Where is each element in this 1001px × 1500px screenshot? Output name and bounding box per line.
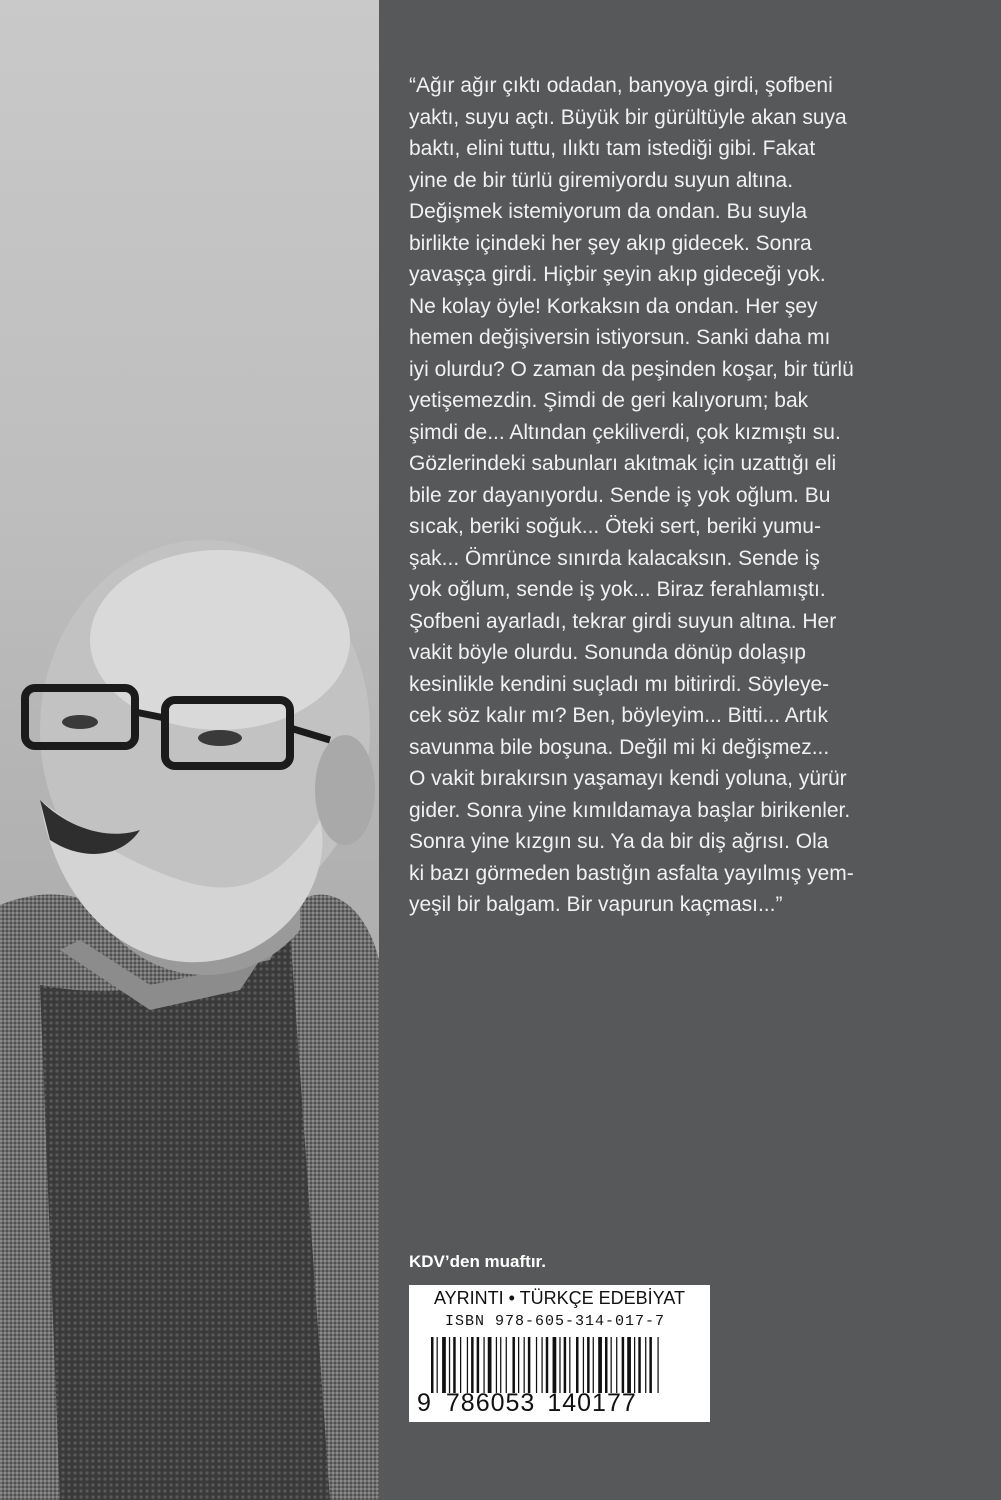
- barcode-bar: [559, 1337, 560, 1393]
- barcode-bar: [605, 1337, 608, 1393]
- barcode-bar: [431, 1337, 434, 1393]
- isbn-number: ISBN 978-605-314-017-7: [445, 1313, 666, 1330]
- barcode-bar: [528, 1337, 531, 1393]
- barcode-bar: [471, 1337, 474, 1393]
- barcode-bar: [657, 1337, 658, 1393]
- barcode-digits: [417, 1389, 637, 1418]
- barcode-bar: [638, 1337, 641, 1393]
- barcode-bar: [453, 1337, 456, 1393]
- barcode-bar: [442, 1337, 446, 1393]
- barcode-bar: [598, 1337, 602, 1393]
- barcode-bar: [611, 1337, 612, 1393]
- isbn-label: [409, 1285, 710, 1422]
- barcode-digit-group-left: 786053: [445, 1389, 536, 1417]
- back-cover-panel: [379, 0, 1001, 1500]
- blurb-quote: “Ağır ağır çıktı odadan, banyoya girdi, şofbeni yaktı, suyu açtı. Büyük bir gürültüyle akan suya baktı, elini tuttu, ılıktı tam istediği gibi. Fakat yine de bir türlü giremiyordu suyun altına. Değişmek istemiyorum da ondan. Bu suyla birlikte içindeki her şey akıp gidecek. Sonra yavaşça girdi. Hiçbir şeyin akıp gideceği yok. Ne kolay öyle! Korkaksın da ondan. Her şey hemen değişiversin istiyorsun. Sanki daha mı iyi olurdu? O zaman da peşinden koşar, bir türlü yetişemezdin. Şimdi de geri kalıyorum; bak şimdi de... Altından çekiliverdi, çok kızmıştı su. Gözlerindeki sabunları akıtmak için uzattığı eli bile zor dayanıyordu. Sende iş yok oğlum. Bu sıcak, beriki soğuk... Öteki sert, beriki yumu- şak... Ömrünce sınırda kalacaksın. Sende iş yok oğlum, sende iş yok... Biraz ferahlamıştı. Şofbeni ayarladı, tekrar girdi suyun altına. Her vakit böyle olurdu. Sonunda dönüp dolaşıp kesinlikle kendini suçladı mı bitirirdi. Söyleye- cek söz kalır mı? Ben, böyleyim... Bitti... Artık savunma bile boşuna. Değil mi ki değişmez... O vakit bırakırsın yaşamayı kendi yoluna, yürür gider. Sonra yine kımıldamaya başlar birikenler. Sonra yine kızgın su. Ya da bir diş ağrısı. Ola ki bazı görmeden bastığın asfalta yayılmış yem- yeşil bir balgam. Bir vapurun kaçması...”: [409, 74, 854, 916]
- publisher-series: AYRINTI • TÜRKÇE EDEBİYAT: [433, 1288, 685, 1308]
- author-portrait-illustration: [0, 0, 379, 1500]
- barcode: [431, 1337, 705, 1393]
- barcode-bar: [518, 1337, 519, 1393]
- barcode-digit-first: 9: [417, 1389, 432, 1417]
- barcode-bar: [536, 1337, 537, 1393]
- barcode-bar: [467, 1337, 468, 1393]
- barcode-bar: [546, 1337, 549, 1393]
- barcode-digit-group-right: 140177: [547, 1389, 637, 1417]
- barcode-bar: [593, 1337, 594, 1393]
- tax-note: KDV’den muaftır.: [409, 1252, 546, 1271]
- barcode-bar: [569, 1337, 570, 1393]
- barcode-bar: [583, 1337, 584, 1393]
- barcode-bar: [576, 1337, 579, 1393]
- barcode-bar: [616, 1337, 617, 1393]
- barcode-bar: [553, 1337, 557, 1393]
- barcode-bar: [541, 1337, 542, 1393]
- barcode-bar: [564, 1337, 567, 1393]
- barcode-bar: [483, 1337, 484, 1393]
- barcode-bar: [488, 1337, 492, 1393]
- barcode-bar: [634, 1337, 635, 1393]
- barcode-bar: [500, 1337, 501, 1393]
- barcode-bar: [587, 1337, 590, 1393]
- barcode-bar: [449, 1337, 450, 1393]
- barcode-bar: [496, 1337, 497, 1393]
- barcode-bar: [512, 1337, 515, 1393]
- author-photo: [0, 0, 379, 1500]
- barcode-bar: [645, 1337, 646, 1393]
- barcode-bar: [506, 1337, 507, 1393]
- barcode-bar: [477, 1337, 480, 1393]
- barcode-bar: [622, 1337, 625, 1393]
- barcode-bar: [524, 1337, 525, 1393]
- barcode-bar: [460, 1337, 461, 1393]
- barcode-bar: [437, 1337, 438, 1393]
- barcode-bar: [649, 1337, 652, 1393]
- barcode-bar: [627, 1337, 631, 1393]
